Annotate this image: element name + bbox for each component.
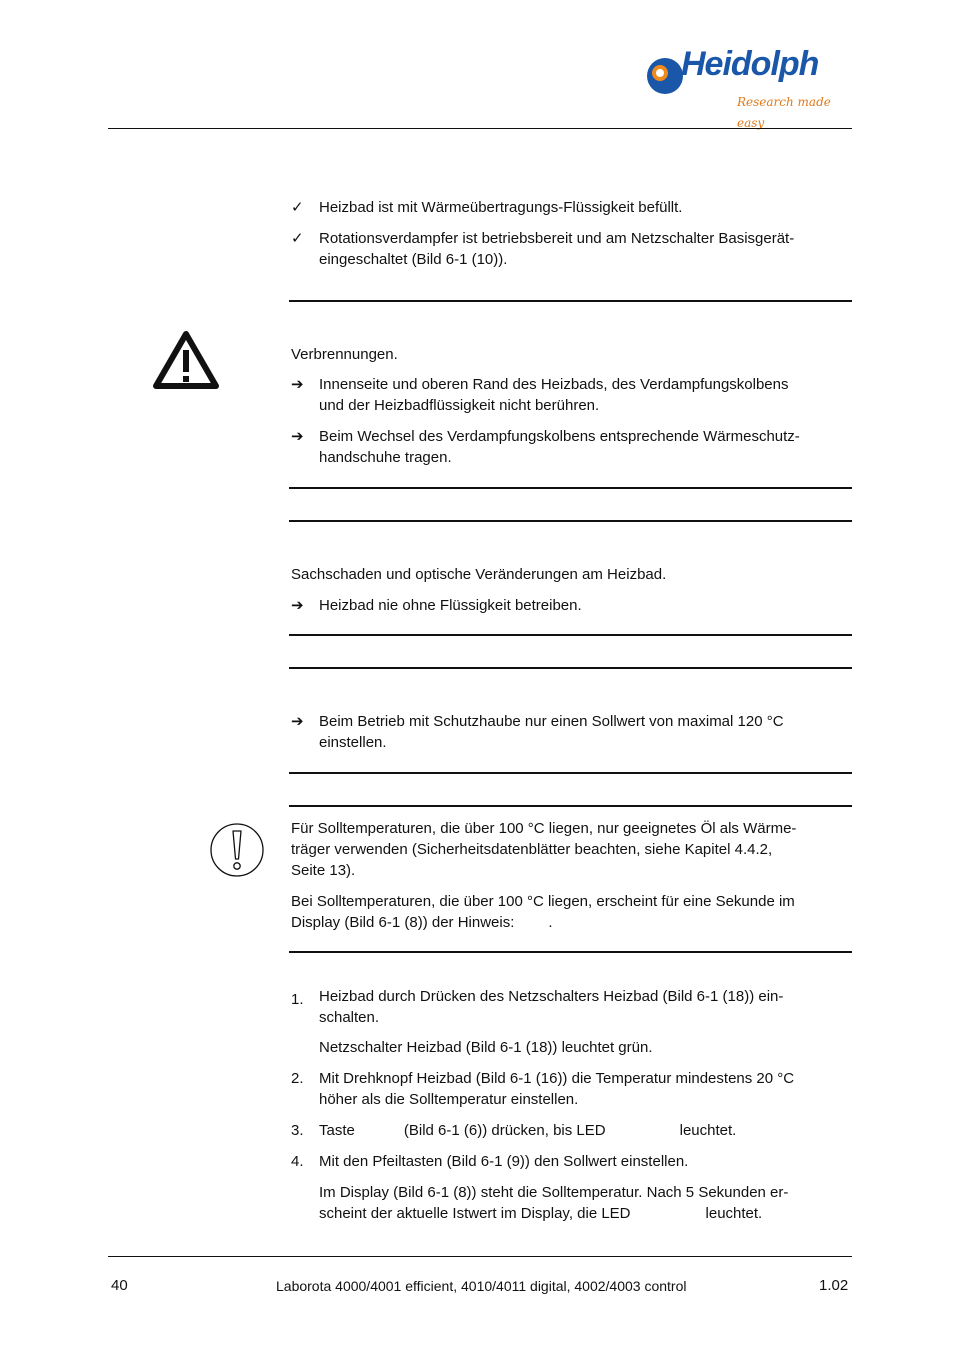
step-text-part: Taste: [319, 1122, 355, 1139]
warning-triangle-icon: [152, 330, 220, 390]
arrow-right-icon: ➔: [291, 376, 304, 393]
logo-wordmark: Heidolph: [681, 45, 819, 83]
note-line: Seite 13).: [291, 862, 356, 879]
step-number: 1.: [291, 991, 304, 1008]
item-text-line: Beim Betrieb mit Schutzhaube nur einen Sollwert von maximal 120 °C: [319, 713, 784, 730]
caution-top-rule: [289, 520, 852, 522]
step-number: 2.: [291, 1070, 304, 1087]
step-result-line-end: leuchtet.: [705, 1205, 763, 1222]
logo-emblem-icon: [645, 56, 685, 96]
item-text-line: Innenseite und oberen Rand des Heizbads, des Verdampfungskolbens: [319, 376, 789, 393]
step-text-line: Mit Drehknopf Heizbad (Bild 6-1 (16)) die Temperatur mindestens 20 °C: [319, 1070, 795, 1087]
step-result: Netzschalter Heizbad (Bild 6-1 (18)) leuchtet grün.: [319, 1039, 653, 1056]
footer-title: Laborota 4000/4001 efficient, 4010/4011 digital, 4002/4003 control: [276, 1278, 687, 1294]
header-rule: [108, 128, 852, 129]
note-top-rule: [289, 805, 852, 807]
step-text-part: leuchtet.: [679, 1122, 737, 1139]
step-result-line: scheint der aktuelle Istwert im Display, die LED: [319, 1205, 631, 1222]
step-text-part: (Bild 6-1 (6)) drücken, bis LED: [403, 1122, 606, 1139]
step-text-line: höher als die Solltemperatur einstellen.: [319, 1091, 579, 1108]
warning-top-rule: [289, 300, 852, 302]
note-paragraph-2: [291, 891, 847, 933]
note-line: Display (Bild 6-1 (8)) der Hinweis:: [291, 914, 515, 931]
item-text-line: Rotationsverdampfer ist betriebsbereit und am Netzschalter Basisgerät-: [319, 230, 795, 247]
note-line: Bei Solltemperaturen, die über 100 °C liegen, erscheint für eine Sekunde im: [291, 893, 795, 910]
caution2-bottom-rule: [289, 772, 852, 774]
item-text-line: eingeschaltet (Bild 6-1 (10)).: [319, 251, 508, 268]
step-text: Mit den Pfeiltasten (Bild 6-1 (9)) den Sollwert einstellen.: [319, 1153, 689, 1170]
item-text-line: Beim Wechsel des Verdampfungskolbens entsprechende Wärmeschutz-: [319, 428, 800, 445]
step-text-line: schalten.: [319, 1009, 380, 1026]
warning-bottom-rule: [289, 487, 852, 489]
caution2-top-rule: [289, 667, 852, 669]
brand-logo: [645, 45, 857, 130]
caution-bottom-rule: [289, 634, 852, 636]
step-number: 3.: [291, 1122, 304, 1139]
item-text-line: einstellen.: [319, 734, 387, 751]
arrow-right-icon: ➔: [291, 428, 304, 445]
step-result-line: Im Display (Bild 6-1 (8)) steht die Solltemperatur. Nach 5 Sekunden er-: [319, 1184, 789, 1201]
warning-intro: Verbrennungen.: [291, 346, 398, 363]
note-line-end: .: [548, 914, 553, 931]
footer-rule: [108, 1256, 852, 1257]
checkmark-icon: ✓: [291, 230, 304, 247]
item-text: Heizbad ist mit Wärmeübertragungs-Flüssigkeit befüllt.: [319, 199, 683, 216]
item-text-line: handschuhe tragen.: [319, 449, 452, 466]
note-bottom-rule: [289, 951, 852, 953]
logo-tagline: Research made easy: [737, 95, 831, 130]
footer-version: 1.02: [819, 1277, 849, 1294]
exclamation-circle-icon: [208, 821, 266, 879]
arrow-right-icon: ➔: [291, 597, 304, 614]
checkmark-icon: ✓: [291, 199, 304, 216]
arrow-right-icon: ➔: [291, 713, 304, 730]
item-text-line: und der Heizbadflüssigkeit nicht berühren.: [319, 397, 600, 414]
note-line: Für Solltemperaturen, die über 100 °C liegen, nur geeignetes Öl als Wärme-: [291, 820, 797, 837]
step-number: 4.: [291, 1153, 304, 1170]
note-paragraph-1: [291, 818, 847, 881]
step-text-line: Heizbad durch Drücken des Netzschalters Heizbad (Bild 6-1 (18)) ein-: [319, 988, 784, 1005]
page-number: 40: [111, 1277, 128, 1294]
note-line: träger verwenden (Sicherheitsdatenblätter beachten, siehe Kapitel 4.4.2,: [291, 841, 773, 858]
item-text: Heizbad nie ohne Flüssigkeit betreiben.: [319, 597, 582, 614]
caution-intro: Sachschaden und optische Veränderungen am Heizbad.: [291, 566, 667, 583]
